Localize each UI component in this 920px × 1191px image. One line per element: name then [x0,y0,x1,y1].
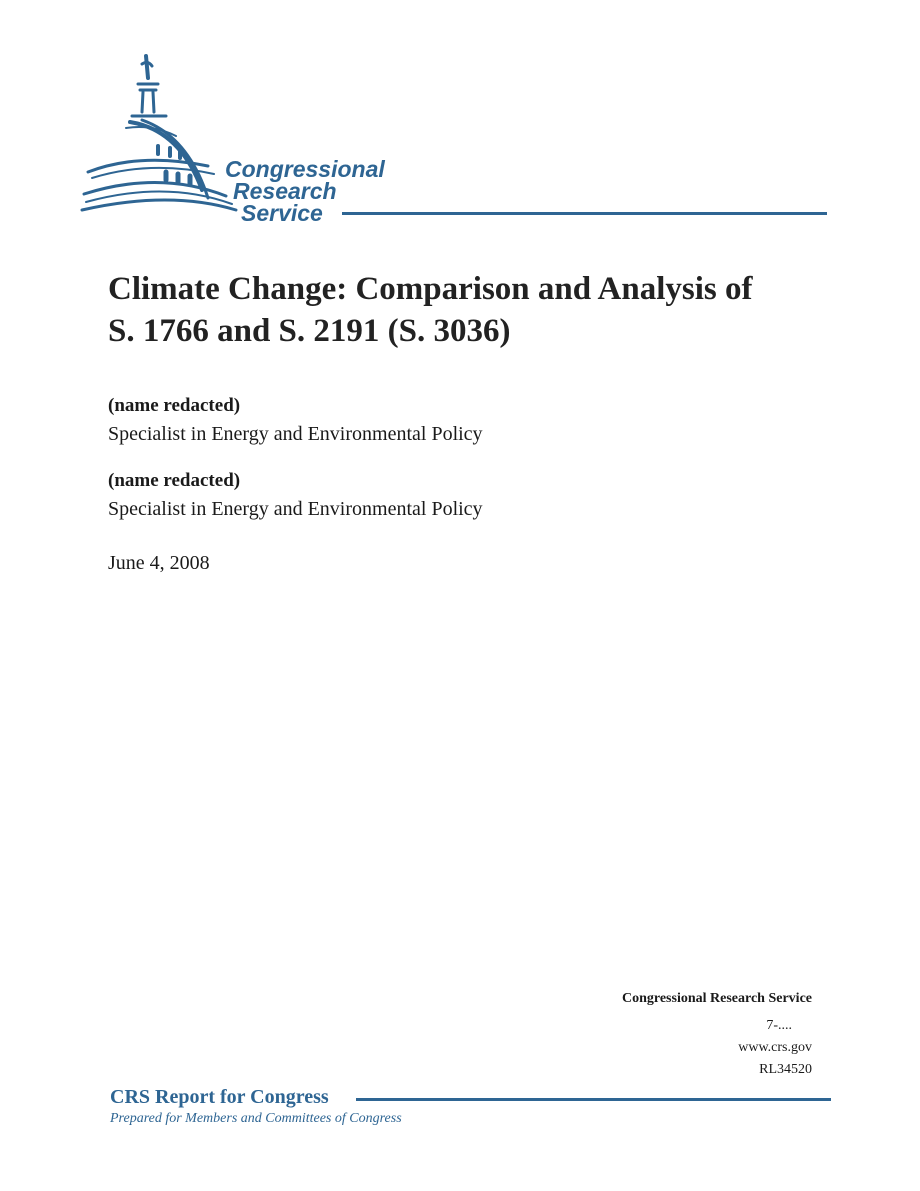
report-title: CRS Report for Congress [110,1086,329,1108]
report-rule [356,1098,831,1101]
author-2-title: Specialist in Energy and Environmental Policy [108,498,483,520]
author-1-title: Specialist in Energy and Environmental Policy [108,423,483,445]
author-2-name: (name redacted) [108,470,241,491]
footer-url[interactable]: www.crs.gov [738,1040,812,1055]
footer-number: 7-.... [766,1018,792,1033]
logo-text-research: Research [233,178,337,204]
logo-rule [342,212,827,215]
footer-org: Congressional Research Service [621,991,812,1006]
page-title [108,268,848,352]
title-line-2: S. 1766 and S. 2191 (S. 3036) [108,313,511,349]
crs-logo [80,50,830,225]
logo-text-congressional: Congressional [225,156,385,182]
author-1-name: (name redacted) [108,395,241,416]
report-date: June 4, 2008 [108,552,210,574]
logo-text-service: Service [241,200,323,226]
report-subtitle: Prepared for Members and Committees of Congress [110,1111,402,1126]
capitol-dome-icon [80,50,250,225]
title-line-1: Climate Change: Comparison and Analysis of [108,271,753,307]
footer-report-id: RL34520 [759,1062,812,1077]
